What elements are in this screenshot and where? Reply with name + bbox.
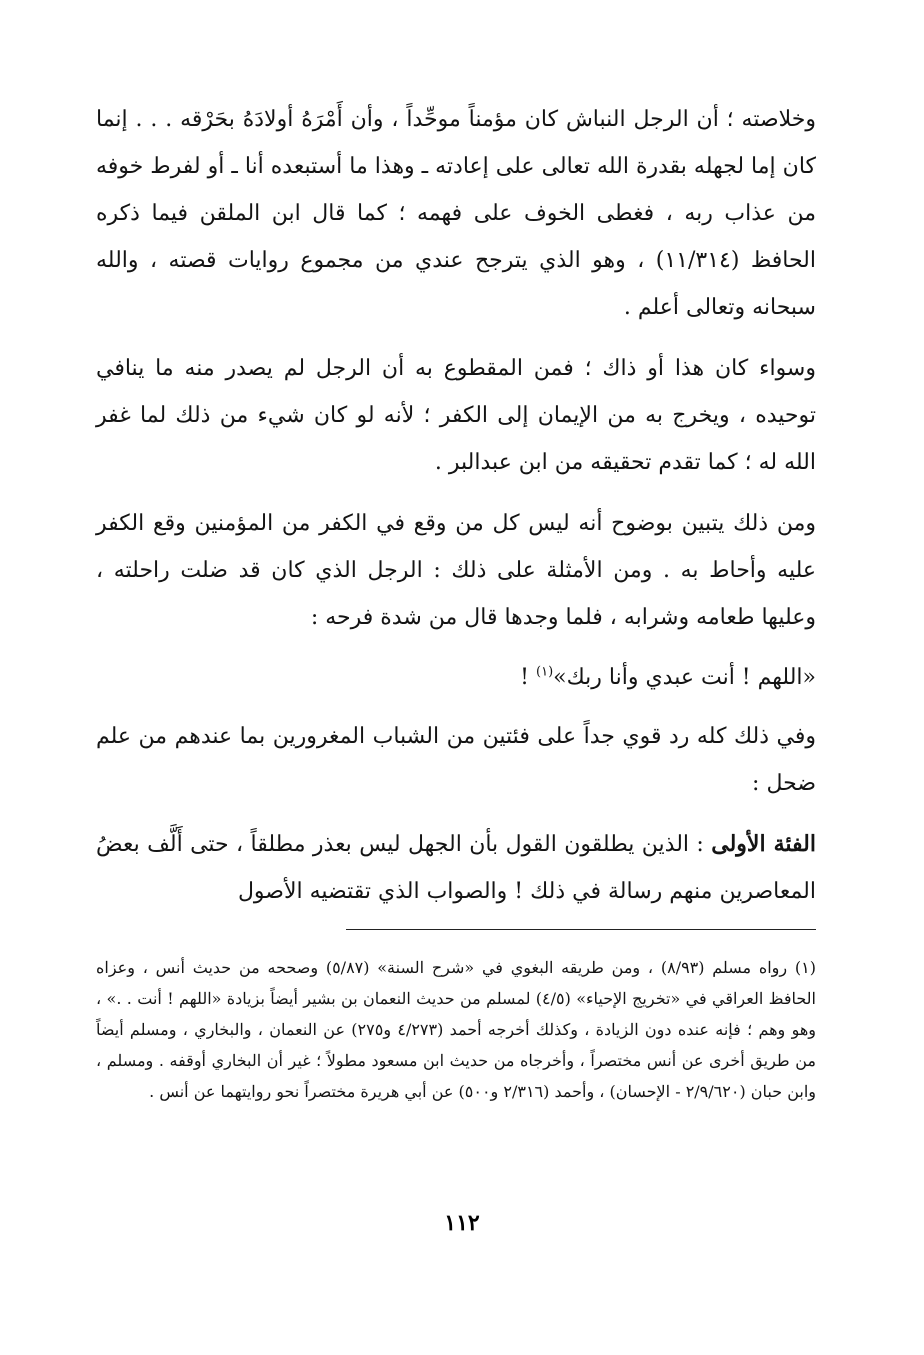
paragraph-first-group [96,821,816,915]
footnote-reference: (١) [536,664,554,680]
hadith-text: «اللهم ! أنت عبدي وأنا ربك» [553,665,816,690]
first-group-label: الفئة الأولى [711,831,816,857]
footnote-divider [346,929,816,930]
paragraph-either-way: وسواء كان هذا أو ذاك ؛ فمن المقطوع به أن الرجل لم يصدر منه ما ينافي توحيده ، ويخرج به من الإيمان إلى الكفر ؛ لأنه لو كان شيء من ذلك لما غفر الله له ؛ كما تقدم تحقيقه من ابن عبدالبر . [96,356,816,475]
footnote-1: (١) رواه مسلم (٨/٩٣) ، ومن طريقه البغوي في «شرح السنة» (٥/٨٧) وصححه من حديث أنس ، وعزاه الحافظ العراقي في «تخريج الإحياء» (٤/٥) لمسلم من حديث النعمان بن بشير أيضاً بزيادة «اللهم ! أنت . .» ، وهو وهم ؛ فإنه عنده دون الزيادة ، وكذلك أخرجه أحمد (٤/٢٧٣ و٢٧٥) عن النعمان ، والبخاري ، ومسلم أيضاً من طريق أخرى عن أنس مختصراً ، وأخرجاه من حديث ابن مسعود مطولاً ؛ غير أن البخاري أوقفه . ومسلم ، وابن حبان (٢/٩/٦٢٠ - الإحسان) ، وأحمد (٢/٣١٦ و٥٠٠) عن أبي هريرة مختصراً نحو روايتهما عن أنس . [96,958,817,1101]
hadith-suffix: ! [520,665,537,690]
paragraph-summary: وخلاصته ؛ أن الرجل النباش كان مؤمناً موحِّداً ، وأن أَمْرَهُ أولادَهُ بحَرْقه . . . إنما كان إما لجهله بقدرة الله تعالى على إعادته ـ وهذا ما أستبعده أنا ـ أو لفرط خوفه من عذاب ربه ، فغطى الخوف على فهمه ؛ كما قال ابن الملقن فيما ذكره الحافظ (١١/٣١٤) ، وهو الذي يترجح عندي من مجموع روايات قصته ، والله سبحانه وتعالى أعلم . [96,107,816,320]
page-number: ١١٢ [444,1210,480,1235]
first-group-text: : الذين يطلقون القول بأن الجهل ليس بعذر مطلقاً ، حتى أَلَّف بعضُ المعاصرين منهم رسالة في ذلك ! والصواب الذي تقتضيه الأصول [96,832,816,904]
paragraph-two-groups: وفي ذلك كله رد قوي جداً على فئتين من الشباب المغرورين بما عندهم من علم ضحل : [96,724,816,796]
hadith-quote [96,655,816,701]
paragraph-example: ومن ذلك يتبين بوضوح أنه ليس كل من وقع في الكفر من المؤمنين وقع الكفر عليه وأحاط به . ومن الأمثلة على ذلك : الرجل الذي كان قد ضلت راحلته ، وعليها طعامه وشرابه ، فلما وجدها قال من شدة فرحه : [96,511,816,630]
